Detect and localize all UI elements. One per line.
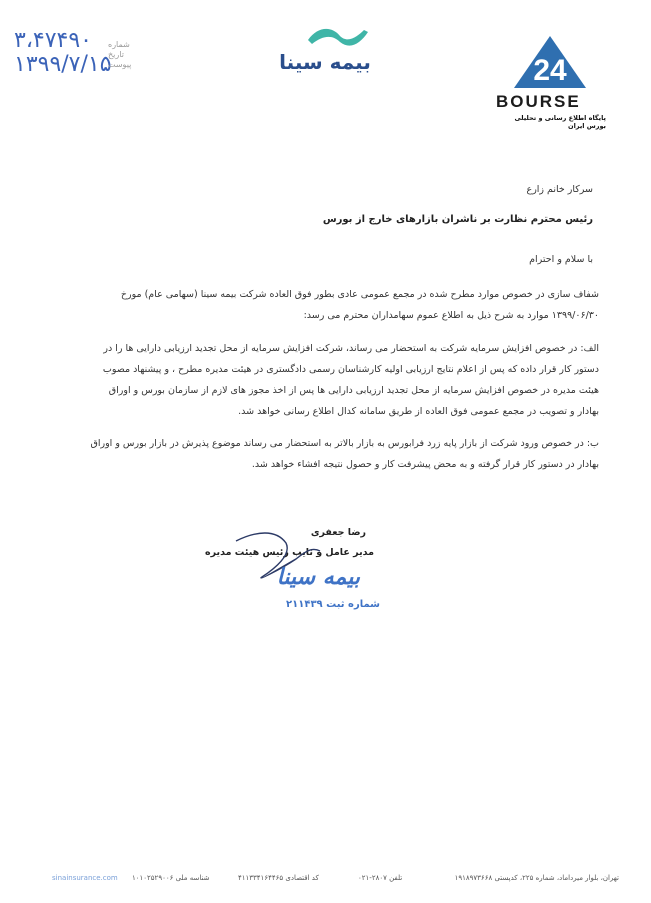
bourse-triangle-icon [512,34,588,90]
intro-paragraph [39,284,599,326]
recipient-title: رئیس محترم نظارت بر ناشران بازارهای خارج از بورس [322,214,593,225]
phone-text: تلفن ۲۸۰۷-۰۲۱ [358,874,403,882]
bimeh-sina-wave-icon [270,22,390,52]
number-label: شماره [108,40,130,49]
paragraph-be-line: ب: در خصوص ورود شرکت از بازار پایه زرد فرابورس به بازار بالاتر به استحضار می رساند موضوع پذیرش در بازار بورس و اوراق [90,438,599,449]
national-id-text: شناسه ملی ۱۰۱۰۲۵۲۹۰۰۶ [132,874,210,882]
paragraph-be [39,433,599,475]
address-text: تهران، بلوار میرداماد، شماره ۲۲۵، کدپستی ۱۹۱۸۹۷۳۶۶۸ [454,874,619,882]
letter-header [0,0,651,130]
intro-line-1: شفاف سازی در خصوص موارد مطرح شده در مجمع عمومی عادی بطور فوق العاده شرکت بیمه سینا (سهامی عام) مورخ [120,289,599,300]
paragraph-be-line: بهادار در دستور کار قرار گرفته و به محض پیشرفت کار و حصول نتیجه افشاء خواهد شد. [251,459,599,470]
letter-meta-labels [108,40,131,70]
economic-code-text: کد اقتصادی ۴۱۱۳۳۴۱۶۴۴۶۵ [238,874,319,882]
website-text: sinainsurance.com [52,874,118,882]
signature-block [150,515,400,625]
registration-number: شماره ثبت ۲۱۱۴۳۹ [286,599,380,610]
signer-title: مدیر عامل و نایب رئیس هیئت مدیره [205,547,374,558]
paragraph-alef [39,338,599,422]
greeting: با سلام و احترام [529,254,593,265]
paragraph-alef-line: هیئت مدیره در خصوص افزایش سرمایه از محل تجدید ارزیابی دارایی ها پس از اخذ مجوز های لازم از سازمان بورس و اوراق [108,385,599,396]
handwritten-letter-number: ۳،۴۷۴۹۰ [14,28,92,53]
paragraph-alef-line: الف: در خصوص افزایش سرمایه شرکت به استحضار می رساند، شرکت افزایش سرمایه از محل تجدید ارزیابی دارایی ها را در [103,343,599,354]
paragraph-alef-line: دستور کار قرار داده که پس از اعلام نتایج ارزیابی اولیه کارشناسان رسمی دادگستری در هیئت مدیره مطرح ، و پیشنهاد مصوب [102,364,599,375]
bourse-logo-subtitle: پایگاه اطلاع رسانی و تحلیلی بورس ایران [514,114,606,130]
bimeh-sina-logo [270,22,390,82]
bourse-logo [496,34,606,130]
bourse-logo-text: BOURSE [496,92,581,111]
date-label: تاریخ [108,50,124,59]
paragraph-alef-line: بهادار و تصویب در مجمع عمومی فوق العاده از طریق سامانه کدال اطلاع رسانی خواهد شد. [238,406,599,417]
letter-footer [0,866,651,890]
recipient-name: سرکار خانم زارع [526,184,593,195]
svg-text:24: 24 [533,54,567,87]
attachment-label: پیوست [108,60,132,69]
signer-name: رضا جعفری [310,527,366,538]
handwritten-letter-date: ۱۳۹۹/۷/۱۵ [14,52,112,77]
intro-line-2: ۱۳۹۹/۰۶/۳۰ موارد به شرح ذیل به اطلاع عموم سهامداران محترم می رسد: [303,310,599,321]
company-stamp-text: بیمه سینا [276,565,360,590]
bimeh-sina-logo-text: بیمه سینا [279,50,371,74]
